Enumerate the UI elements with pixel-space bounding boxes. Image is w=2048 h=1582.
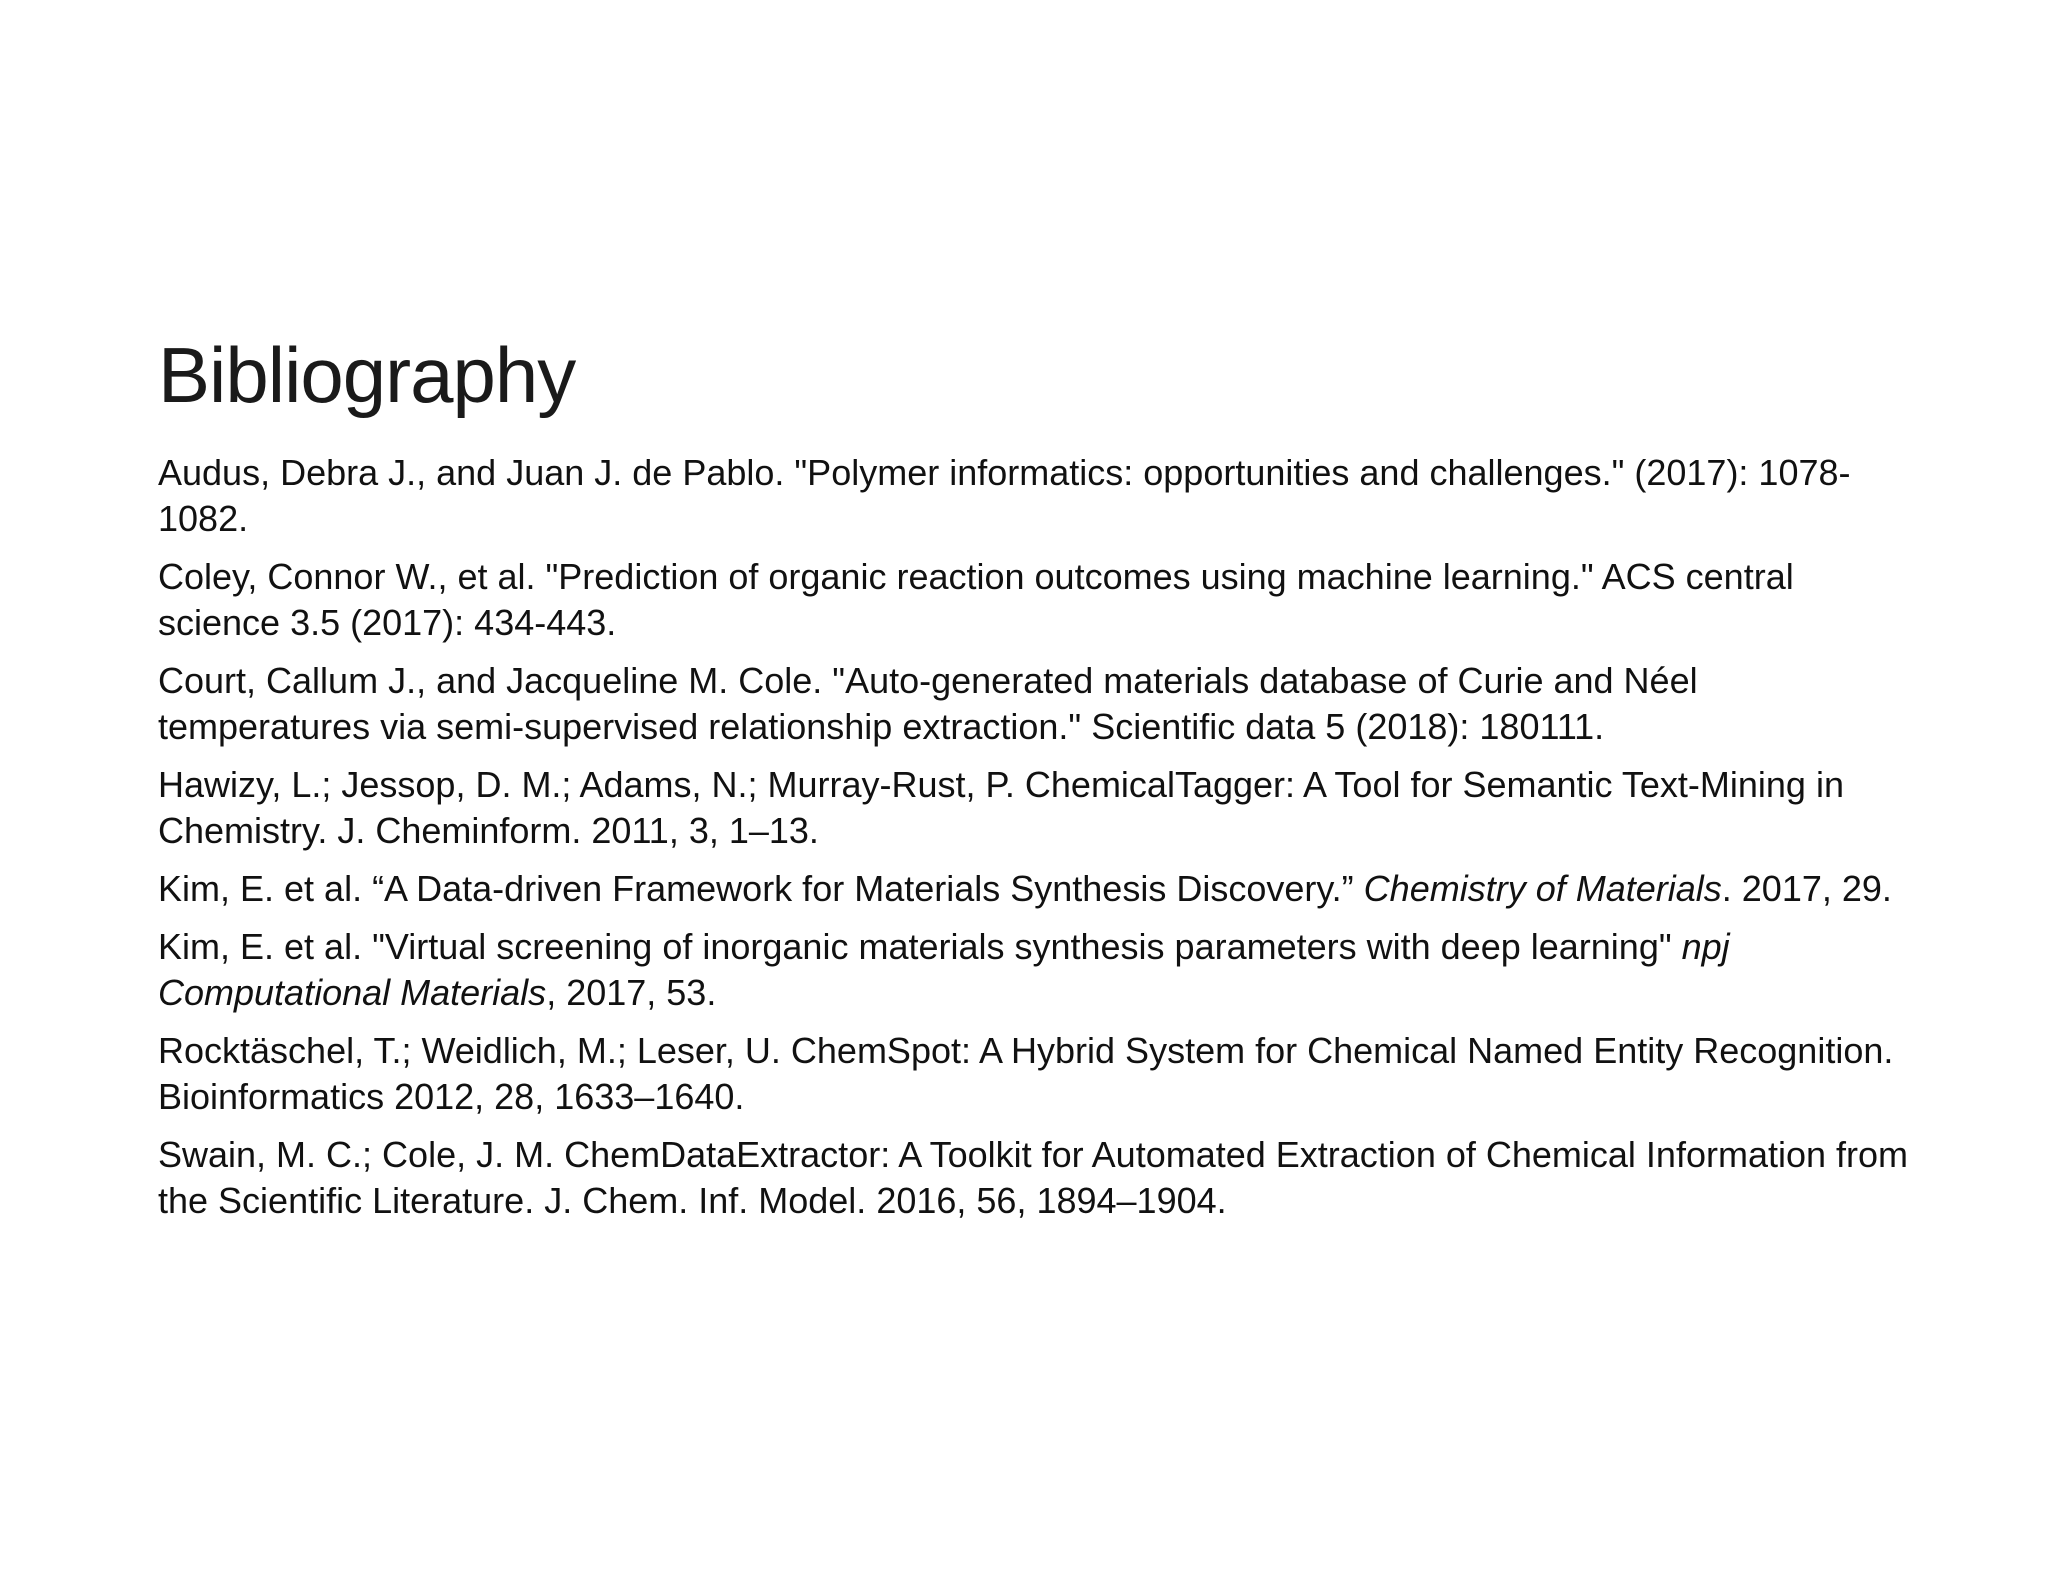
reference-journal: npj Computational Materials [158,926,1730,1013]
reference-item [158,866,1918,912]
reference-text: Kim, E. et al. “A Data-driven Framework for Materials Synthesis Discovery.” [158,868,1364,909]
reference-text: Court, Callum J., and Jacqueline M. Cole. "Auto-generated materials database of Curie and Néel temperatures via semi-supervised relationship extraction." Scientific data 5 (2018): 180111. [158,660,1698,747]
reference-text: Coley, Connor W., et al. "Prediction of organic reaction outcomes using machine learning." ACS central science 3.5 (2017): 434-443. [158,556,1794,643]
reference-text-suffix: . 2017, 29. [1721,868,1892,909]
reference-text: Rocktäschel, T.; Weidlich, M.; Leser, U. ChemSpot: A Hybrid System for Chemical Named Entity Recognition. Bioinformatics 2012, 28, 1633–1640. [158,1030,1894,1117]
reference-text-suffix: , 2017, 53. [546,972,717,1013]
reference-item [158,1132,1918,1224]
reference-text: Audus, Debra J., and Juan J. de Pablo. "Polymer informatics: opportunities and challenges." (2017): 1078-1082. [158,452,1851,539]
reference-text: Kim, E. et al. "Virtual screening of inorganic materials synthesis parameters with deep learning" [158,926,1682,967]
reference-list [158,450,1918,1236]
reference-item [158,554,1918,646]
reference-text: Swain, M. C.; Cole, J. M. ChemDataExtractor: A Toolkit for Automated Extraction of Chemical Information from the Scientific Literature. J. Chem. Inf. Model. 2016, 56, 1894–1904. [158,1134,1909,1221]
reference-item [158,924,1918,1016]
reference-item [158,658,1918,750]
reference-item [158,450,1918,542]
page-title: Bibliography [158,331,576,419]
reference-item [158,762,1918,854]
reference-item [158,1028,1918,1120]
reference-text: Hawizy, L.; Jessop, D. M.; Adams, N.; Murray-Rust, P. ChemicalTagger: A Tool for Semantic Text-Mining in Chemistry. J. Cheminform. 2011, 3, 1–13. [158,764,1844,851]
reference-journal: Chemistry of Materials [1363,868,1722,909]
